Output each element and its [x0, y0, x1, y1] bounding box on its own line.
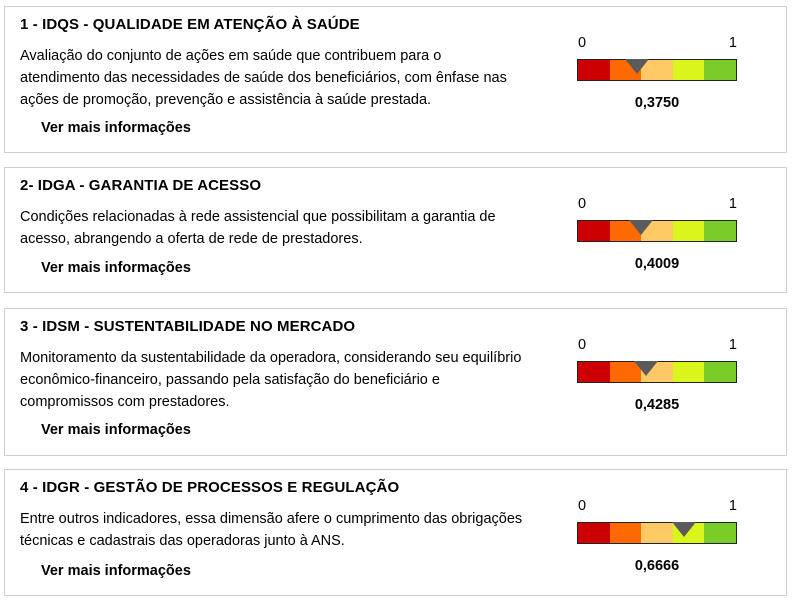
gauge-min-label: 0 [578, 35, 587, 51]
gauge-min-label: 0 [578, 196, 587, 212]
gauge-segment [673, 60, 705, 80]
gauge-max-label: 1 [728, 35, 737, 51]
gauge-bar [577, 522, 737, 544]
gauge-min-label: 0 [578, 337, 587, 353]
more-info-link[interactable]: Ver mais informações [41, 260, 191, 276]
gauge-value: 0,3750 [634, 95, 680, 111]
gauge-bar [577, 220, 737, 242]
gauge-pointer-icon [672, 522, 696, 537]
card-title: 1 - IDQS - QUALIDADE EM ATENÇÃO À SAÚDE [20, 16, 360, 33]
card-description: Avaliação do conjunto de ações em saúde que contribuem para o atendimento das necessidades de saúde dos beneficiários, com ênfase nas ações de promoção, prevenção e assistência à saúde prestada. [20, 48, 507, 108]
dimension-card [4, 469, 787, 596]
gauge-value: 0,4285 [634, 397, 680, 413]
gauge-max-label: 1 [728, 498, 737, 514]
gauge-segment [704, 523, 736, 543]
dimension-card [4, 6, 787, 153]
score-gauge [577, 35, 739, 115]
gauge-pointer-icon [625, 59, 649, 74]
gauge-segment [641, 523, 673, 543]
more-info-link[interactable]: Ver mais informações [41, 563, 191, 579]
more-info-link[interactable]: Ver mais informações [41, 422, 191, 438]
card-title: 2- IDGA - GARANTIA DE ACESSO [20, 177, 262, 194]
gauge-segment [673, 362, 705, 382]
gauge-value: 0,6666 [634, 558, 680, 574]
dimension-card [4, 167, 787, 293]
score-gauge [577, 498, 739, 578]
card-title: 4 - IDGR - GESTÃO DE PROCESSOS E REGULAÇÃO [20, 479, 400, 496]
gauge-bar [577, 59, 737, 81]
more-info-link[interactable]: Ver mais informações [41, 120, 191, 136]
gauge-max-label: 1 [728, 196, 737, 212]
dimension-card [4, 308, 787, 456]
card-description: Monitoramento da sustentabilidade da operadora, considerando seu equilíbrio econômico-financeiro, passando pela satisfação do beneficiário e compromissos com prestadores. [20, 350, 522, 410]
card-description: Entre outros indicadores, essa dimensão afere o cumprimento das obrigações técnicas e cadastrais das operadoras junto à ANS. [20, 511, 523, 549]
gauge-segment [578, 221, 610, 241]
gauge-pointer-icon [634, 361, 658, 376]
gauge-segment [673, 221, 705, 241]
card-description: Condições relacionadas à rede assistencial que possibilitam a garantia de acesso, abrangendo a oferta de rede de prestadores. [20, 209, 496, 247]
gauge-segment [578, 362, 610, 382]
gauge-segment [704, 60, 736, 80]
gauge-value: 0,4009 [634, 256, 680, 272]
gauge-segment [578, 523, 610, 543]
gauge-segment [578, 60, 610, 80]
card-title: 3 - IDSM - SUSTENTABILIDADE NO MERCADO [20, 318, 356, 335]
score-gauge [577, 196, 739, 276]
gauge-max-label: 1 [728, 337, 737, 353]
gauge-segment [704, 362, 736, 382]
gauge-pointer-icon [629, 220, 653, 235]
score-gauge [577, 337, 739, 417]
gauge-min-label: 0 [578, 498, 587, 514]
gauge-segment [610, 523, 642, 543]
gauge-segment [704, 221, 736, 241]
